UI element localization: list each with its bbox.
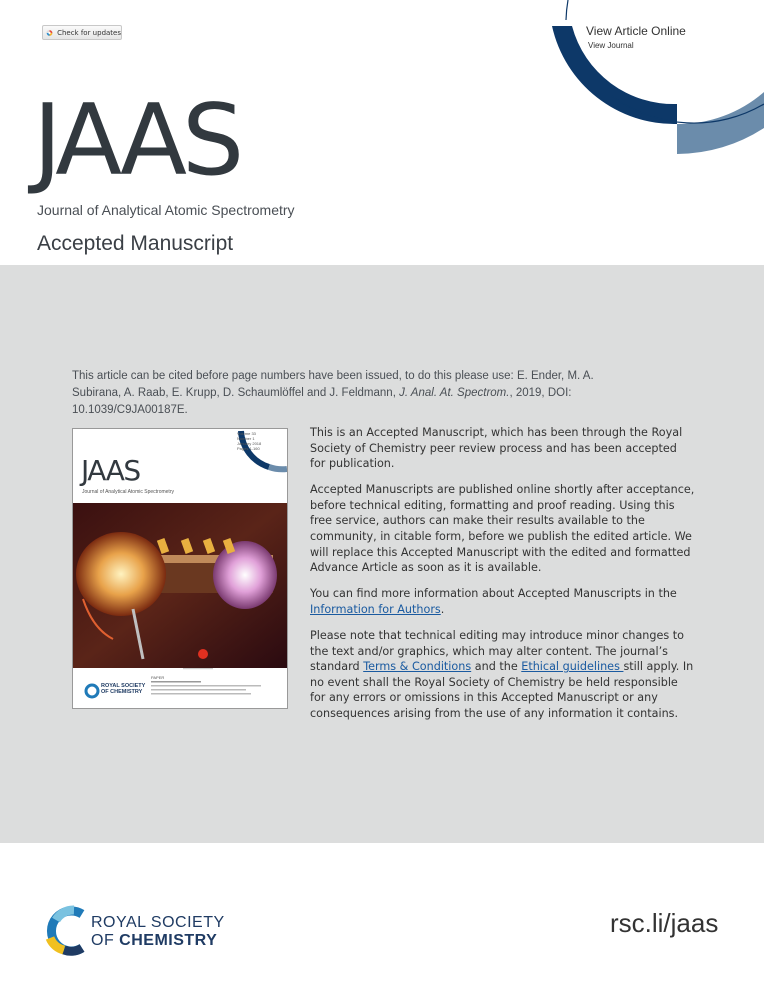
check-updates-icon bbox=[46, 28, 53, 38]
information-for-authors-link[interactable]: Information for Authors bbox=[310, 602, 441, 616]
ethical-guidelines-link[interactable]: Ethical guidelines bbox=[521, 660, 624, 674]
check-updates-label: Check for updates bbox=[57, 28, 121, 37]
cover-number: Number 1 bbox=[237, 436, 255, 441]
cover-rsc-line1: ROYAL SOCIETY bbox=[101, 683, 146, 689]
cover-volume-info bbox=[237, 431, 261, 451]
citation-journal: J. Anal. At. Spectrom. bbox=[399, 387, 510, 399]
cover-volume: Volume 33 bbox=[237, 431, 256, 436]
notice-p3-end: . bbox=[440, 602, 445, 616]
notice-paragraph-4 bbox=[310, 628, 695, 722]
citation-prefix: This article can be cited before page numbers have been issued, to do this please use: E. Ender, M. A. Subirana, A. Raab, E. Krupp, D. Schaumlöffel and J. Feldmann, bbox=[72, 370, 594, 399]
cover-date: January 2018 bbox=[237, 441, 262, 446]
notice-p3-text: You can find more information about Accepted Manuscripts in the bbox=[310, 587, 677, 601]
notice-paragraph-1: This is an Accepted Manuscript, which has been through the Royal Society of Chemistry peer review process and has been accepted for publication. bbox=[310, 426, 683, 471]
rsc-of: OF bbox=[91, 932, 120, 949]
notice-p4-text-c: still apply. In no event shall the Royal Society of Chemistry be held responsible for any errors or omissions in this Accepted Manuscript or any consequences arising from the use of any information it contains. bbox=[310, 660, 694, 720]
cover-pages: Pages 1-160 bbox=[237, 446, 260, 451]
journal-name: Journal of Analytical Atomic Spectrometry bbox=[37, 202, 295, 218]
terms-conditions-link[interactable]: Terms & Conditions bbox=[363, 660, 472, 674]
view-article-online-link[interactable]: View Article Online bbox=[586, 24, 686, 38]
journal-logo: JAAS bbox=[33, 84, 240, 198]
cover-paper-label: PAPER bbox=[151, 675, 165, 680]
citation-text bbox=[72, 368, 632, 419]
citation-suffix: , 2019, DOI: 10.1039/C9JA00187E. bbox=[72, 387, 572, 416]
rsc-name-line1: ROYAL SOCIETY bbox=[91, 914, 225, 931]
view-journal-link[interactable]: View Journal bbox=[588, 41, 634, 50]
check-for-updates-button[interactable] bbox=[42, 25, 122, 40]
rsc-name-line2 bbox=[91, 932, 217, 950]
cover-subtitle: Journal of Analytical Atomic Spectrometry bbox=[82, 489, 174, 495]
notice-p4-text-b: and the bbox=[471, 660, 522, 674]
notice-paragraph-3 bbox=[310, 586, 695, 617]
journal-url-link[interactable]: rsc.li/jaas bbox=[610, 908, 719, 938]
cover-rsc-line2: OF CHEMISTRY bbox=[101, 689, 143, 695]
notice-p4-text-a: Please note that technical editing may introduce minor changes to the text and/or graphics, which may alter content. The journal’s standard bbox=[310, 629, 684, 674]
rsc-chemistry: CHEMISTRY bbox=[119, 932, 218, 949]
notice-paragraph-2: Accepted Manuscripts are published online shortly after acceptance, before technical editing, formatting and proof reading. Using this free service, authors can make their results available to the community, in citable form, before we publish the edited article. We will replace this Accepted Manuscript with the edited and formatted Advance Article as soon as it is available. bbox=[310, 483, 695, 575]
notice-text bbox=[310, 425, 695, 732]
cover-title: JAAS bbox=[81, 454, 140, 487]
accepted-manuscript-heading: Accepted Manuscript bbox=[37, 232, 234, 255]
journal-cover-image bbox=[72, 428, 288, 709]
cover-rsc-logo bbox=[101, 683, 145, 695]
